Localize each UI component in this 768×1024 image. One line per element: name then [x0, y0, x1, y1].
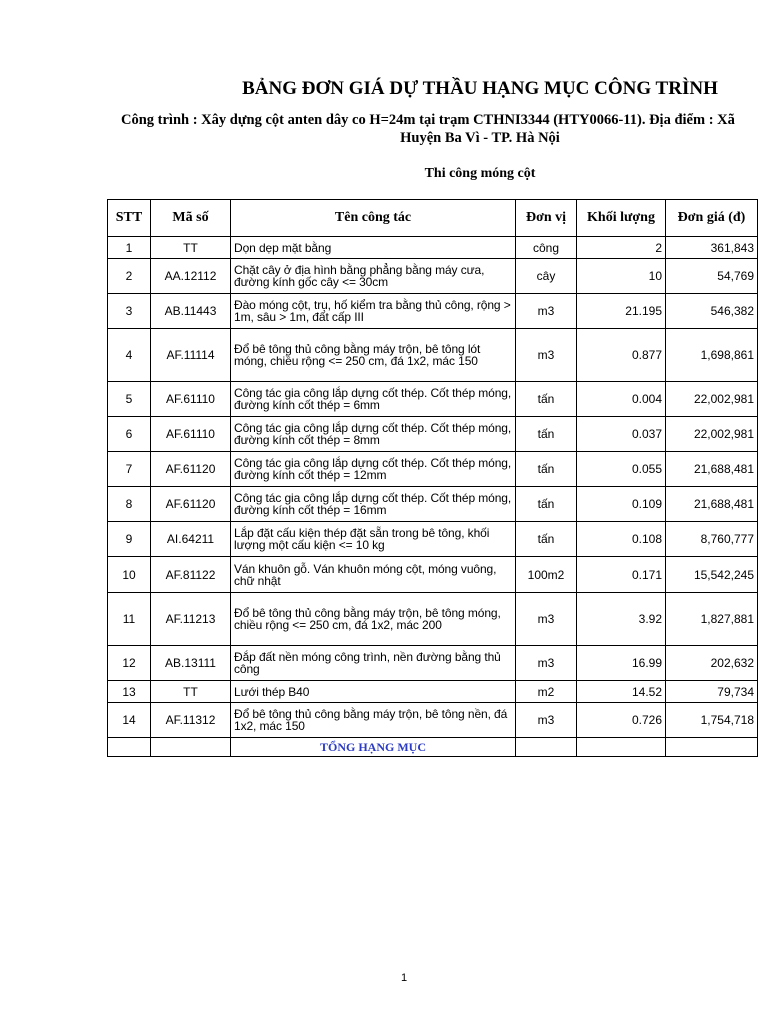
cell-code: TT [151, 237, 231, 259]
cell-stt: 11 [108, 593, 151, 646]
cell-unit: 100m2 [516, 557, 577, 593]
cell-code: TT [151, 681, 231, 703]
cell-stt: 5 [108, 382, 151, 417]
cell-price: 8,760,777 [666, 522, 758, 557]
cell-unit: m3 [516, 646, 577, 681]
header-price: Đơn giá (đ) [666, 200, 758, 237]
cell-stt: 8 [108, 487, 151, 522]
cell-stt: 10 [108, 557, 151, 593]
cell-unit: m3 [516, 593, 577, 646]
cell-stt: 4 [108, 329, 151, 382]
table-row [108, 417, 758, 452]
cell-unit: tấn [516, 522, 577, 557]
header-name: Tên công tác [231, 200, 516, 237]
project-description: Công trình : Xây dựng cột anten dây co H=24m tại trạm CTHNI3344 (HTY0066-11). Địa điểm : Xã [121, 112, 735, 128]
header-unit: Đơn vị [516, 200, 577, 237]
table-row [108, 646, 758, 681]
cell-price: 22,002,981 [666, 417, 758, 452]
total-empty-cell [151, 738, 231, 757]
table-row [108, 681, 758, 703]
cell-unit: m2 [516, 681, 577, 703]
cell-name: Công tác gia công lắp dựng cốt thép. Cốt thép móng, đường kính cốt thép = 16mm [231, 487, 516, 522]
cell-price: 361,843 [666, 237, 758, 259]
cell-code: AF.81122 [151, 557, 231, 593]
cell-qty: 0.109 [577, 487, 666, 522]
cell-name: Công tác gia công lắp dựng cốt thép. Cốt thép móng, đường kính cốt thép = 6mm [231, 382, 516, 417]
table-row [108, 487, 758, 522]
cell-name: Đào móng cột, trụ, hố kiểm tra bằng thủ công, rộng > 1m, sâu > 1m, đất cấp III [231, 294, 516, 329]
cell-code: AF.61110 [151, 382, 231, 417]
cell-stt: 3 [108, 294, 151, 329]
cell-name: Ván khuôn gỗ. Ván khuôn móng cột, móng vuông, chữ nhật [231, 557, 516, 593]
cell-stt: 14 [108, 703, 151, 738]
cell-qty: 0.055 [577, 452, 666, 487]
cell-price: 79,734 [666, 681, 758, 703]
cell-stt: 13 [108, 681, 151, 703]
cell-name: Đổ bê tông thủ công bằng máy trộn, bê tông lót móng, chiều rộng <= 250 cm, đá 1x2, mác 150 [231, 329, 516, 382]
cell-price: 22,002,981 [666, 382, 758, 417]
cell-unit: tấn [516, 417, 577, 452]
cell-stt: 12 [108, 646, 151, 681]
table-row [108, 382, 758, 417]
page-number: 1 [400, 972, 408, 984]
cell-stt: 7 [108, 452, 151, 487]
cell-qty: 0.037 [577, 417, 666, 452]
cell-qty: 3.92 [577, 593, 666, 646]
cell-code: AF.61110 [151, 417, 231, 452]
cell-qty: 0.171 [577, 557, 666, 593]
cell-qty: 10 [577, 259, 666, 294]
table-row [108, 522, 758, 557]
header-code: Mã số [151, 200, 231, 237]
cell-unit: công [516, 237, 577, 259]
cell-code: AF.11312 [151, 703, 231, 738]
cell-unit: m3 [516, 294, 577, 329]
cell-price: 202,632 [666, 646, 758, 681]
table-row [108, 703, 758, 738]
cell-unit: tấn [516, 452, 577, 487]
cell-name: Lưới thép B40 [231, 681, 516, 703]
table-row [108, 593, 758, 646]
cell-unit: tấn [516, 487, 577, 522]
cell-name: Lắp đặt cấu kiện thép đặt sẵn trong bê tông, khối lượng một cấu kiện <= 10 kg [231, 522, 516, 557]
cell-code: AF.61120 [151, 487, 231, 522]
total-empty-cell [577, 738, 666, 757]
cell-stt: 9 [108, 522, 151, 557]
section-title: Thi công móng cột [424, 166, 536, 181]
cell-stt: 6 [108, 417, 151, 452]
cell-unit: m3 [516, 329, 577, 382]
cell-qty: 0.108 [577, 522, 666, 557]
table-row [108, 259, 758, 294]
cell-name: Đổ bê tông thủ công bằng máy trộn, bê tông móng, chiều rộng <= 250 cm, đá 1x2, mác 200 [231, 593, 516, 646]
table-header-row [108, 200, 758, 237]
cell-qty: 0.004 [577, 382, 666, 417]
cell-price: 1,698,861 [666, 329, 758, 382]
table-row [108, 452, 758, 487]
total-row [108, 738, 758, 757]
cell-name: Đổ bê tông thủ công bằng máy trộn, bê tông nền, đá 1x2, mác 150 [231, 703, 516, 738]
cell-name: Công tác gia công lắp dựng cốt thép. Cốt thép móng, đường kính cốt thép = 12mm [231, 452, 516, 487]
cell-price: 546,382 [666, 294, 758, 329]
cell-stt: 2 [108, 259, 151, 294]
project-location: Huyện Ba Vì - TP. Hà Nội [400, 130, 560, 146]
cell-qty: 14.52 [577, 681, 666, 703]
cell-qty: 21.195 [577, 294, 666, 329]
total-empty-cell [108, 738, 151, 757]
cell-unit: m3 [516, 703, 577, 738]
cell-unit: cây [516, 259, 577, 294]
total-empty-cell [516, 738, 577, 757]
total-label: TỔNG HẠNG MỤC [231, 738, 516, 757]
cell-name: Đắp đất nền móng công trình, nền đường bằng thủ công [231, 646, 516, 681]
total-empty-cell [666, 738, 758, 757]
table-row [108, 329, 758, 382]
cell-code: AF.11114 [151, 329, 231, 382]
cell-name: Dọn dẹp mặt bằng [231, 237, 516, 259]
cell-code: AF.11213 [151, 593, 231, 646]
cell-code: AB.11443 [151, 294, 231, 329]
cell-name: Chặt cây ở địa hình bằng phẳng bằng máy cưa, đường kính gốc cây <= 30cm [231, 259, 516, 294]
cell-price: 15,542,245 [666, 557, 758, 593]
cell-price: 21,688,481 [666, 487, 758, 522]
cell-name: Công tác gia công lắp dựng cốt thép. Cốt thép móng, đường kính cốt thép = 8mm [231, 417, 516, 452]
cell-unit: tấn [516, 382, 577, 417]
header-qty: Khối lượng [577, 200, 666, 237]
cell-code: AF.61120 [151, 452, 231, 487]
cell-code: AB.13111 [151, 646, 231, 681]
cell-code: AA.12112 [151, 259, 231, 294]
cell-qty: 16.99 [577, 646, 666, 681]
cell-stt: 1 [108, 237, 151, 259]
header-stt: STT [108, 200, 151, 237]
table-row [108, 294, 758, 329]
price-table [107, 199, 758, 757]
table-row [108, 557, 758, 593]
table-row [108, 237, 758, 259]
cell-code: AI.64211 [151, 522, 231, 557]
document-title: BẢNG ĐƠN GIÁ DỰ THẦU HẠNG MỤC CÔNG TRÌNH [242, 78, 718, 99]
cell-qty: 2 [577, 237, 666, 259]
cell-price: 21,688,481 [666, 452, 758, 487]
cell-qty: 0.877 [577, 329, 666, 382]
cell-price: 1,827,881 [666, 593, 758, 646]
cell-price: 1,754,718 [666, 703, 758, 738]
cell-qty: 0.726 [577, 703, 666, 738]
cell-price: 54,769 [666, 259, 758, 294]
